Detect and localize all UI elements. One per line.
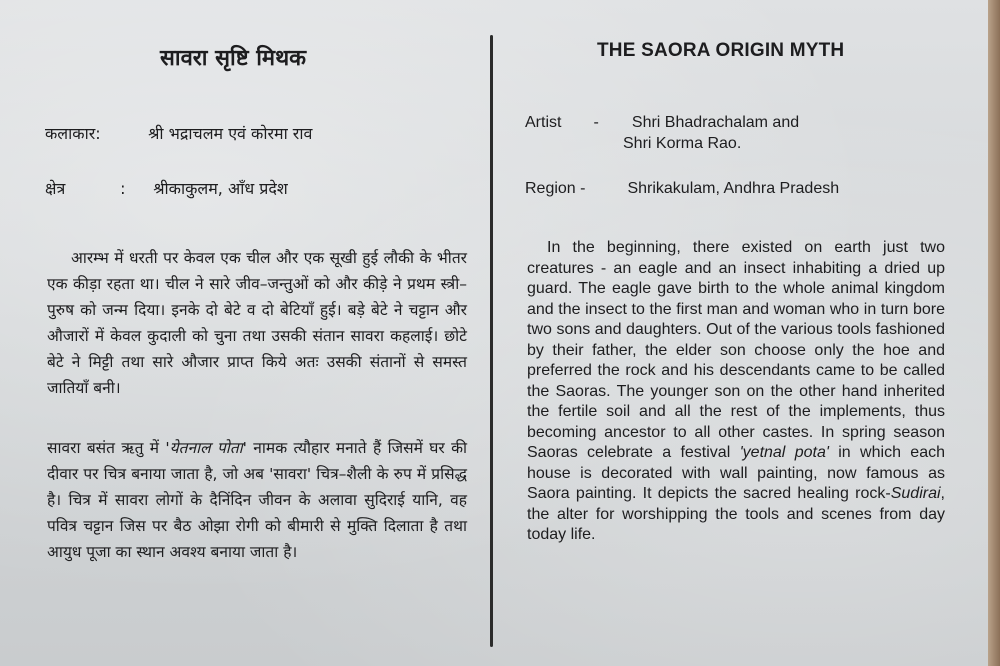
english-festival-name: 'yetnal pota' (739, 444, 829, 461)
english-region-label: Region - (525, 180, 586, 197)
english-para-a: In the beginning, there existed on earth just two creatures - an eagle and an insect inhabiting a dried up guard. The eagle gave birth to the whole animal kingdom and the insect to the first man and woman who in turn bore two sons and daughters. Out of the various tools fashioned by their father, the elder son choose only the hoe and preferred the rock and his descendants came to be called the Saoras. The younger son on the other hand inherited the fertile soil and all the rest of the implements, thus becoming ancestor to all other castes. In spring season Saoras celebrate a festival (527, 239, 945, 461)
hindi-region-sep: : (120, 179, 126, 198)
english-sudirai: Sudirai (890, 485, 941, 502)
english-region-value: Shrikakulam, Andhra Pradesh (627, 180, 840, 197)
english-title: THE SAORA ORIGIN MYTH (597, 40, 845, 61)
plaque-edge (988, 0, 1000, 666)
hindi-region-label: क्षेत्र (45, 179, 66, 198)
english-artist-label: Artist (525, 114, 562, 131)
english-artist-sep: - (593, 114, 599, 131)
hindi-artist-label: कलाकार: (45, 124, 101, 143)
english-artist-line-2: Shri Korma Rao. (623, 135, 742, 152)
hindi-paragraph-2 (47, 435, 467, 565)
english-artist-line-1: Shri Bhadrachalam and (631, 114, 800, 131)
hindi-region-row (45, 177, 288, 199)
english-region-row (525, 180, 839, 198)
hindi-paragraph-1: आरम्भ में धरती पर केवल एक चील और एक सूखी हुई लौकी के भीतर एक कीड़ा रहता था। चील ने सारे जीव–जन्तुओं को और कीड़े ने प्रथम स्त्री–पुरुष को जन्म दिया। इनके दो बेटे व दो बेटियाँ हुई। बड़े बेटे ने चट्टान और औजारों में केवल कुदाली को चुना तथा उसकी संतान सावरा कहलाई। छोटे बेटे ने मिट्टी तथा सारे औजार प्राप्त किये अतः उसकी संतानों से समस्त जातियाँ बनी। (47, 249, 467, 397)
hindi-artist-value: श्री भद्राचलम एवं कोरमा राव (148, 124, 313, 143)
english-para-b: in which each house is decorated with wall painting, now famous as Saora painting. It depicts the sacred healing rock- (527, 444, 946, 502)
hindi-title: सावरा सृष्टि मिथक (160, 46, 307, 71)
hindi-artist-row (45, 122, 312, 144)
english-artist-row (525, 114, 799, 132)
english-para-c: , the alter for worshipping the tools and scenes from day today life. (527, 485, 945, 543)
hindi-festival-name: 'येतनाल पोता' (165, 439, 247, 457)
hindi-region-value: श्रीकाकुलम, आँध प्रदेश (153, 179, 288, 198)
english-paragraph (527, 238, 945, 546)
column-divider (490, 35, 493, 647)
hindi-para2-b: नामक त्यौहार मनाते हैं जिसमें घर की दीवार पर चित्र बनाया जाता है, जो अब 'सावरा' चित्र–शैली के रुप में प्रसिद्ध है। चित्र में सावरा लोगों के दैनिंदिन जीवन के अलावा सुदिराई यानि, वह पवित्र चट्टान जिस पर बैठ ओझा रोगी को बीमारी से मुक्ति दिलाता है तथा आयुध पूजा का स्थान अवश्य बनाया जाता है। (47, 439, 467, 561)
hindi-para2-a: सावरा बसंत ऋतु में (47, 439, 166, 457)
